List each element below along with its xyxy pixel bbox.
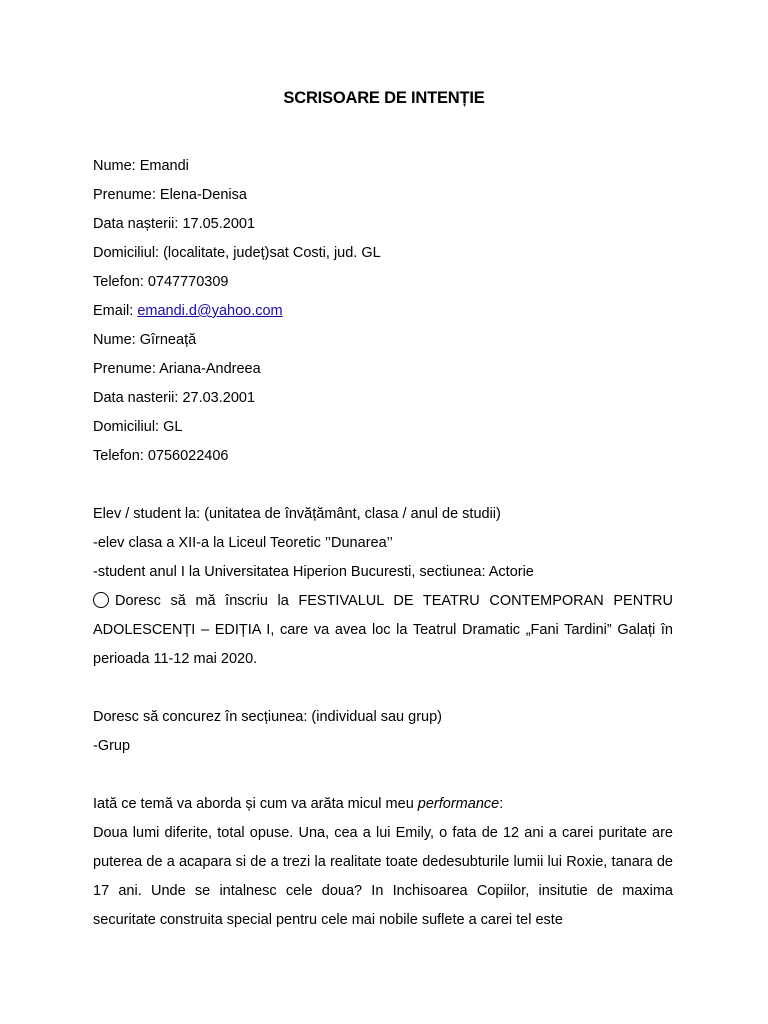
email-line	[93, 297, 673, 326]
spacer	[93, 761, 673, 790]
tema-suffix: :	[499, 796, 504, 812]
tema-italic: performance	[417, 796, 500, 812]
domiciliul-1: Domiciliul: (localitate, județ)sat Costi, jud. GL	[93, 245, 381, 261]
data-nasterii-2: Data nasterii: 27.03.2001	[93, 390, 256, 406]
data-nasterii-1: Data nașterii: 17.05.2001	[93, 216, 256, 232]
telefon-2: Telefon: 0756022406	[93, 448, 229, 464]
elev-line-1: -elev clasa a XII-a la Liceul Teoretic ’’Dunarea’’	[93, 535, 393, 551]
document-title: SCRISOARE DE INTENȚIE	[283, 89, 485, 107]
tema-line	[93, 790, 673, 819]
telefon-1: Telefon: 0747770309	[93, 274, 229, 290]
email-label: Email:	[93, 303, 138, 319]
descriere-paragraph: Doua lumi diferite, total opuse. Una, cea a lui Emily, o fata de 12 ani a carei puritate are puterea de a acapara si de a trezi la realitate toate dedesubturile lumii lui Roxie, tanara de 17 ani. Unde se intalnesc cele doua? In Inchisoarea Copiilor, insitutie de maxima securitate construita special pentru cele mai nobile suflete a carei tel este	[93, 825, 673, 928]
elev-label: Elev / student la: (unitatea de învățământ, clasa / anul de studii)	[93, 506, 501, 522]
nume-1: Nume: Emandi	[93, 158, 189, 174]
sectiune-value: -Grup	[93, 738, 131, 754]
spacer	[93, 471, 673, 500]
domiciliul-2: Domiciliul: GL	[93, 419, 183, 435]
prenume-1: Prenume: Elena-Denisa	[93, 187, 247, 203]
doresc-paragraph	[93, 587, 673, 674]
spacer	[93, 674, 673, 703]
tema-prefix: Iată ce temă va aborda și cum va arăta micul meu	[93, 796, 418, 812]
sectiune-label: Doresc să concurez în secțiunea: (individual sau grup)	[93, 709, 442, 725]
prenume-2: Prenume: Ariana-Andreea	[93, 361, 261, 377]
nume-2: Nume: Gîrneață	[93, 332, 197, 348]
elev-line-2: -student anul I la Universitatea Hiperion Bucuresti, sectiunea: Actorie	[93, 564, 534, 580]
document-body	[93, 152, 673, 935]
radio-circle-icon[interactable]	[93, 592, 109, 608]
doresc-text: Doresc să mă înscriu la FESTIVALUL DE TEATRU CONTEMPORAN PENTRU ADOLESCENȚI – EDIȚIA I, care va avea loc la Teatrul Dramatic „Fani Tardini” Galați în perioada 11-12 mai 2020.	[93, 593, 673, 667]
email-link[interactable]: emandi.d@yahoo.com	[137, 303, 283, 319]
